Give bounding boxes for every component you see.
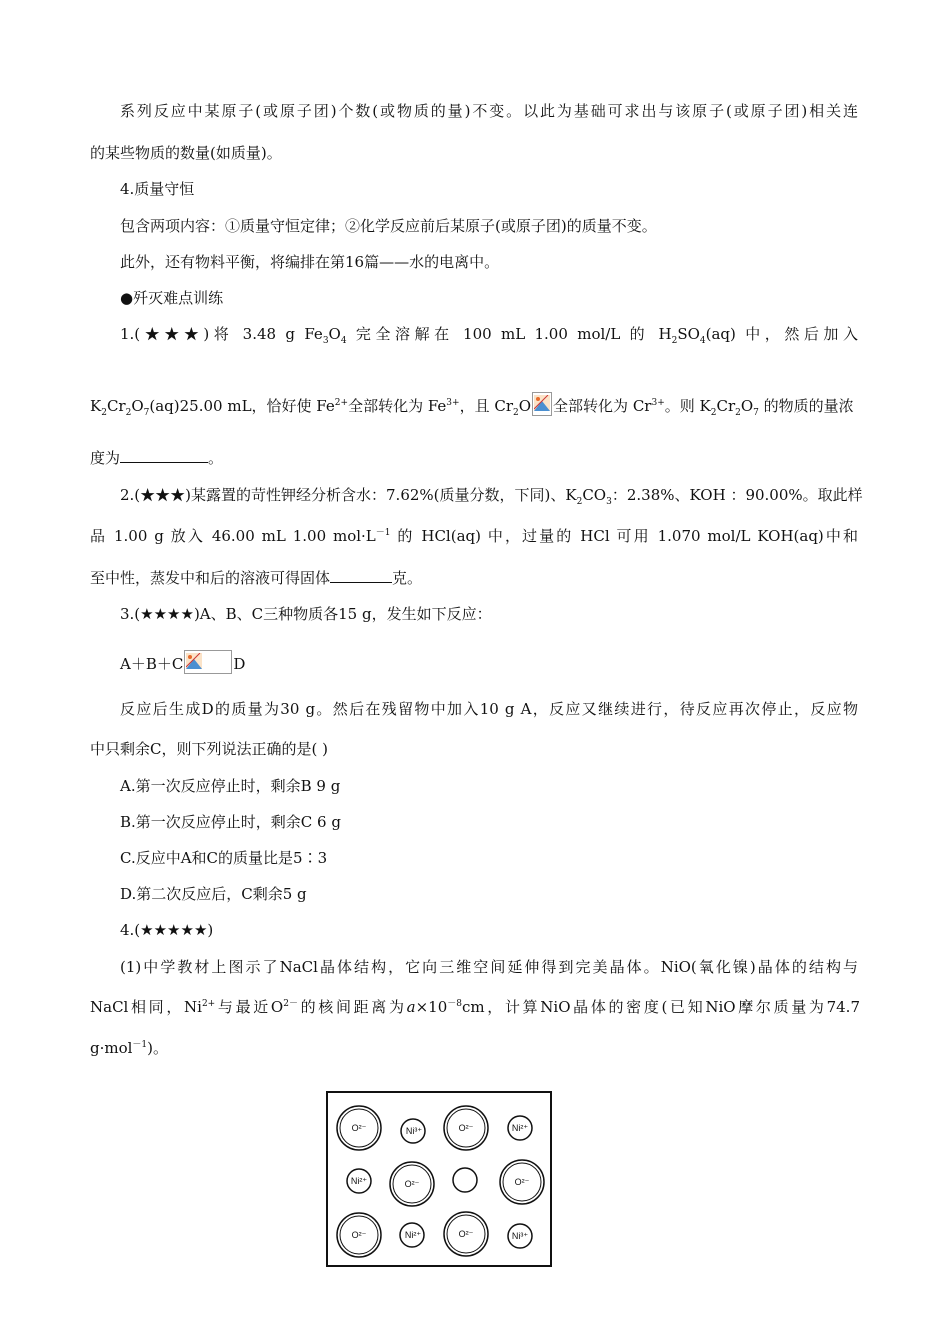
section-heading-mass-conservation: 4.质量守恒 [120,180,195,198]
broken-image-icon [532,392,552,416]
o-ion-label: O²⁻ [514,1177,530,1187]
text-line-2: 的某些物质的数量(如质量)。 [90,144,282,162]
q2-line-1: 2.(★★★)某露置的苛性钾经分析含水：7.62%(质量分数，下同)、$K_2CO_3$：2.38%、KOH ：90.00%。取此样 [120,486,863,507]
o-ion-label: O²⁻ [458,1123,474,1133]
q2-line-2: 品 1.00 g 放入 46.00 mL 1.00 $mol\cdot L^{-1}$ 的 HCl(aq) 中，过量的 HCl 可用 1.070 mol/L KOH(aq)中和 [90,527,858,545]
q3-option-a[interactable]: A.第一次反应停止时，剩余B 9 g [120,777,341,795]
q3-line-c: 中只剩余C，则下列说法正确的是( ) [90,740,328,758]
q4-line-1: (1)中学教材上图示了NaCl晶体结构，它向三维空间延伸得到完美晶体。NiO(氧化镍)晶体的结构与 [120,958,858,976]
ni-ion-label: Ni³⁺ [511,1231,529,1241]
answer-blank[interactable] [120,448,208,463]
q1-line-3: 度为 。 [90,449,224,467]
q4-heading: 4.(★★★★★) [120,921,214,939]
q3-option-d[interactable]: D.第二次反应后，C剩余5 g [120,885,307,903]
q3-stem: 3.(★★★★)A、B、C三种物质各15 g，发生如下反应： [120,605,492,623]
exercise-heading: ●歼灭难点训练 [120,289,224,307]
ni-ion-label: Ni²⁺ [511,1123,529,1133]
vacancy-circle [453,1168,477,1192]
q2-line-3: 至中性，蒸发中和后的溶液可得固体 克。 [90,569,423,587]
ni-ion-label: Ni²⁺ [404,1230,422,1240]
q3-equation: A＋B＋C D [120,650,245,674]
ni-ion-label: Ni²⁺ [350,1176,368,1186]
answer-blank[interactable] [330,568,392,583]
o-ion-label: O²⁻ [458,1229,474,1239]
o-ion-label: O²⁻ [351,1123,367,1133]
q3-option-b[interactable]: B.第一次反应停止时，剩余C 6 g [120,813,341,831]
q4-line-3: g·mol$^{-1}$)。 [90,1039,169,1057]
text-line-1: 系列反应中某原子(或原子团)个数(或物质的量)不变。以此为基础可求出与该原子(或原子团)相关连 [120,102,858,120]
q4-line-2: NaCl相同，$Ni^{2+}$与最近$O^{2-}$的核间距离为$a\times 10^{-8}cm$，计算NiO晶体的密度(已知NiO摩尔质量为74.7 [90,998,860,1016]
reaction-arrow-image-icon [184,650,232,674]
o-ion-label: O²⁻ [404,1179,420,1189]
o-ion-label: O²⁻ [351,1230,367,1240]
text-line-4: 包含两项内容：①质量守恒定律；②化学反应前后某原子(或原子团)的质量不变。 [120,217,657,235]
q1-line-1: 1.(★★★)将 3.48 g $Fe_3O_4$ 完全溶解在 100 mL 1.00 mol/L 的 $H_2SO_4(aq)$ 中，然后加入 [120,325,858,346]
q3-line-b: 反应后生成D的质量为30 g。然后在残留物中加入10 g A，反应又继续进行，待反应再次停止，反应物 [120,700,858,718]
q3-option-c[interactable]: C.反应中A和C的质量比是5∶3 [120,849,328,867]
text-line-5: 此外，还有物料平衡，将编排在第16篇——水的电离中。 [120,253,500,271]
ni-ion-label: Ni³⁺ [405,1126,423,1136]
q1-line-2: $K_2Cr_2O_7(aq)25.00$ mL，恰好使 $Fe^{2+}$全部转化为 $Fe^{3+}$，且 $Cr_2O$ 全部转化为 $Cr^{3+}$。则 $K_2Cr_2O_7$ 的物质的量浓 [90,392,854,416]
nio-crystal-figure [326,1091,552,1267]
